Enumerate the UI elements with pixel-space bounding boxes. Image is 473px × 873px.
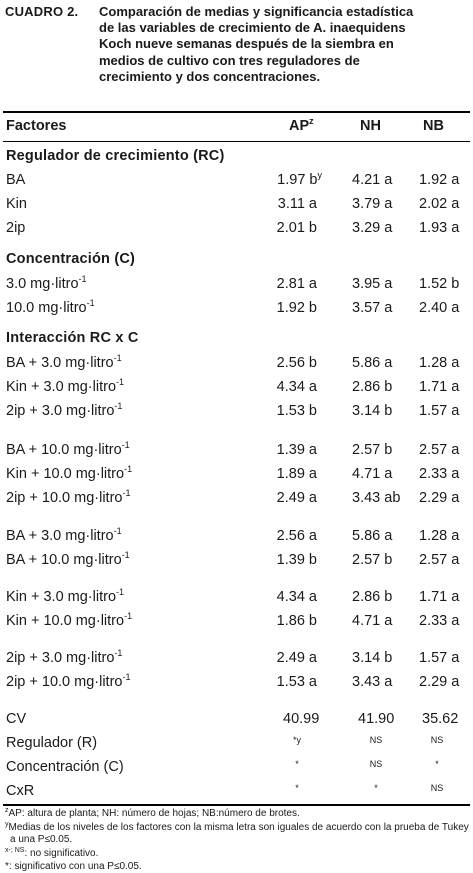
cell-nh: 4.21 a (352, 172, 393, 188)
top-rule (3, 111, 470, 113)
table-row (0, 552, 473, 574)
cell-factor: CV (6, 711, 27, 727)
cell-nb: 2.57 a (419, 552, 460, 568)
cell-nb: 2.57 a (419, 442, 460, 458)
caption-line: de las variables de crecimiento de A. inaequidens (99, 20, 406, 36)
cell-ap: 4.34 a (276, 589, 317, 605)
table-row (0, 674, 473, 696)
cell-ap: 1.39 b (276, 552, 317, 568)
cell-nh: 2.57 b (352, 442, 393, 458)
cell-nh: 5.86 a (352, 355, 393, 371)
cell-nh: 4.71 a (352, 613, 393, 629)
cell-ap: * (295, 783, 299, 793)
header-row (0, 118, 473, 140)
cell-nb: 1.57 a (419, 403, 460, 419)
cell-nb: 1.71 a (419, 589, 460, 605)
cell-factor: BA + 10.0 mg·litro$^{-1}$ (6, 440, 130, 458)
stats-row (0, 711, 473, 733)
cell-factor: Kin + 3.0 mg·litro$^{-1}$ (6, 377, 125, 395)
table-row (0, 355, 473, 377)
cell-nh: 4.71 a (352, 466, 393, 482)
header-rule (3, 141, 470, 142)
section-concentracion (0, 251, 473, 273)
cell-nb: 2.33 a (419, 466, 460, 482)
cell-factor: 2ip + 3.0 mg·litro$^{-1}$ (6, 648, 123, 666)
cell-nh: 3.29 a (352, 220, 393, 236)
cell-nh: 2.57 b (352, 552, 393, 568)
cell-ap: 1.89 a (276, 466, 317, 482)
cell-ap: *y (292, 735, 301, 745)
cell-ap: 1.97 $b^y$ (277, 170, 322, 188)
section-label: Regulador de crecimiento (RC) (6, 148, 225, 164)
table-row (0, 589, 473, 611)
cell-nb: 1.92 a (419, 172, 460, 188)
table-row (0, 172, 473, 194)
stats-row (0, 759, 473, 781)
table-row (0, 220, 473, 242)
cell-nb: 1.52 b (419, 276, 460, 292)
cell-ap: 2.81 a (276, 276, 317, 292)
caption-line: Koch nueve semanas después de la siembra en (99, 36, 394, 52)
cell-factor: BA (6, 172, 26, 188)
table-row (0, 300, 473, 322)
cell-ap: 2.56 a (276, 528, 317, 544)
section-regulador (0, 148, 473, 170)
cell-factor: BA + 10.0 mg·litro$^{-1}$ (6, 550, 130, 568)
cell-nh: 3.43 ab (352, 490, 401, 506)
cell-nb: 2.02 a (419, 196, 460, 212)
cell-nb: * (435, 759, 439, 769)
caption-line: medios de cultivo con tres reguladores de (99, 52, 360, 68)
cell-factor: Regulador (R) (6, 735, 98, 751)
cell-nb: NS (430, 783, 444, 793)
cell-factor: Kin + 10.0 mg·litro$^{-1}$ (6, 464, 133, 482)
cell-factor: CxR (6, 783, 35, 799)
cell-nh: 2.86 b (352, 589, 393, 605)
cell-nb: 35.62 (422, 711, 459, 727)
cell-nh: 3.79 a (352, 196, 393, 212)
cell-nb: 2.29 a (419, 674, 460, 690)
table-row (0, 403, 473, 425)
caption-line: Comparación de medias y significancia estadística (99, 4, 414, 19)
cell-factor: Kin + 10.0 mg·litro$^{-1}$ (6, 611, 133, 629)
section-label: Interacción RC x C (6, 330, 139, 346)
section-interaccion (0, 330, 473, 352)
cell-nb: 1.93 a (419, 220, 460, 236)
header-ap: $AP^z$ (289, 116, 314, 134)
header-nb: NB (423, 118, 444, 134)
cell-nb: 2.33 a (419, 613, 460, 629)
cell-factor: Concentración (C) (6, 759, 124, 775)
cell-ap: 2.56 b (276, 355, 317, 371)
cell-ap: 3.11 a (277, 196, 317, 212)
cell-nb: NS (430, 735, 444, 745)
table-row (0, 490, 473, 512)
cell-ap: 1.86 b (276, 613, 317, 629)
cell-factor: BA + 3.0 mg·litro$^{-1}$ (6, 353, 122, 371)
cell-factor: 2ip (6, 220, 26, 236)
bottom-rule (3, 804, 470, 806)
cell-nb: 2.40 a (419, 300, 460, 316)
cell-ap: 2.49 a (276, 650, 317, 666)
caption-line: crecimiento y dos concentraciones. (99, 68, 321, 84)
cell-ap: 1.39 a (276, 442, 317, 458)
cell-ap: 4.34 a (276, 379, 317, 395)
footnote-y: $^y$Medias de los niveles de los factores con la misma letra son iguales de acuerdo con la prueba de Tukey (5, 821, 469, 833)
cell-nh: 3.57 a (352, 300, 393, 316)
cell-ap: 40.99 (283, 711, 320, 727)
cell-factor: 2ip + 3.0 mg·litro$^{-1}$ (6, 401, 123, 419)
header-factores: Factores (6, 118, 67, 134)
cell-nb: 1.57 a (419, 650, 460, 666)
cell-nh: * (374, 783, 378, 793)
cell-nh: 2.86 b (352, 379, 393, 395)
cell-nh: 3.14 b (352, 403, 393, 419)
stats-row (0, 735, 473, 757)
table-row (0, 528, 473, 550)
cell-factor: BA + 3.0 mg·litro$^{-1}$ (6, 526, 122, 544)
cell-factor: 10.0 mg·litro$^{-1}$ (6, 298, 95, 316)
cell-ap: 2.49 a (276, 490, 317, 506)
cell-factor: 2ip + 10.0 mg·litro$^{-1}$ (6, 672, 131, 690)
table-row (0, 196, 473, 218)
table-caption-text (99, 4, 469, 85)
footnote-z: $^z$AP: altura de planta; NH: número de hojas; NB:número de brotes. (5, 807, 300, 819)
footnote-ns: $^{x-; NS}$: no significativo. (5, 847, 99, 859)
section-label: Concentración (C) (6, 251, 136, 267)
cell-nh: 5.86 a (352, 528, 393, 544)
cell-nh: 3.43 a (352, 674, 393, 690)
cell-ap: 1.53 a (276, 674, 317, 690)
table-row (0, 613, 473, 635)
cell-ap: * (295, 759, 299, 769)
cell-ap: 1.92 b (276, 300, 317, 316)
header-nh: NH (360, 118, 381, 134)
cell-nb: 2.29 a (419, 490, 460, 506)
footnote-y-cont: a una P≤0.05. (10, 834, 73, 845)
table-row (0, 379, 473, 401)
cell-factor: 3.0 mg·litro$^{-1}$ (6, 274, 87, 292)
footnote-star: *: significativo con una P≤0.05. (5, 861, 142, 872)
stats-row (0, 783, 473, 805)
table-row (0, 650, 473, 672)
cell-nh: 3.14 b (352, 650, 393, 666)
cell-factor: Kin (6, 196, 27, 212)
table-row (0, 276, 473, 298)
cell-nb: 1.71 a (419, 379, 460, 395)
table-row (0, 466, 473, 488)
cell-ap: 2.01 b (276, 220, 317, 236)
cell-nh: NS (369, 759, 383, 769)
cell-ap: 1.53 b (276, 403, 317, 419)
cell-factor: 2ip + 10.0 mg·litro$^{-1}$ (6, 488, 131, 506)
cell-nb: 1.28 a (419, 528, 460, 544)
cell-nh: NS (369, 735, 383, 745)
cell-nh: 41.90 (358, 711, 395, 727)
table-row (0, 442, 473, 464)
table-caption-label: CUADRO 2. (5, 4, 79, 19)
cell-factor: Kin + 3.0 mg·litro$^{-1}$ (6, 587, 125, 605)
cell-nb: 1.28 a (419, 355, 460, 371)
cell-nh: 3.95 a (352, 276, 393, 292)
